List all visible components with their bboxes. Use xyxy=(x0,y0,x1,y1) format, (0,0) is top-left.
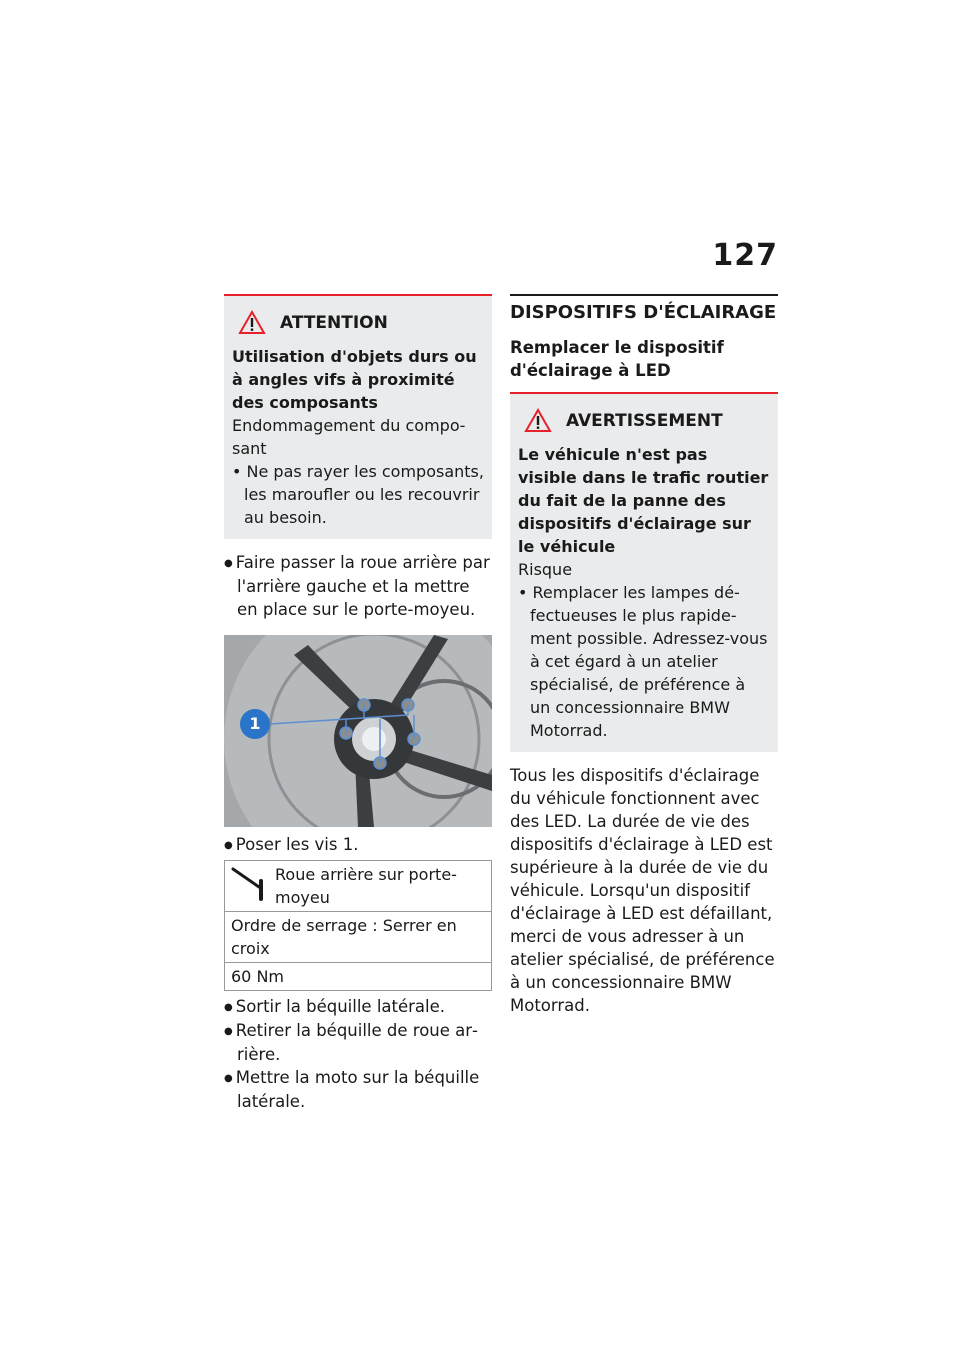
page-number: 127 xyxy=(712,238,778,273)
steps-list-b xyxy=(224,833,492,857)
steps-list-a xyxy=(224,551,492,621)
warning-bullet: • Remplacer les lampes défectueuses le plus rapidement possible. Adressez-vous à cet égard à un atelier spécialisé, de préférence à un concessionnaire BMW Motorrad. xyxy=(518,583,768,740)
spec-title: Roue arrière sur porte-moyeu xyxy=(275,865,457,907)
attention-label: ATTENTION xyxy=(280,312,388,333)
warning-header xyxy=(518,408,770,433)
right-column xyxy=(510,294,778,1017)
step-item: ● Faire passer la roue arrière par l'arrière gauche et la mettre en place sur le porte-moyeu. xyxy=(224,551,492,621)
section-subtitle: Remplacer le dispositif d'éclairage à LED xyxy=(510,338,724,380)
step-item: ● Retirer la béquille de roue arrière. xyxy=(224,1019,492,1066)
warning-box xyxy=(510,392,778,752)
attention-title: Utilisation d'objets durs ou à angles vifs à proximité des composants xyxy=(232,347,477,412)
attention-bullet: • Ne pas rayer les composants, les maroufler ou les recouvrir au besoin. xyxy=(232,462,484,527)
warning-triangle-icon xyxy=(524,408,552,433)
attention-header xyxy=(232,310,484,335)
attention-box xyxy=(224,294,492,539)
body-paragraph: Tous les dispositifs d'éclairage du véhicule fonctionnent avec des LED. La durée de vie des dispositifs d'éclairage à LED est supérieure à la durée de vie du véhicule. Lorsqu'un dispositif d'éclairage à LED est défaillant, merci de vous adresser à un atelier spécialisé, de préférence à un concessionnaire BMW Motorrad. xyxy=(510,766,775,1015)
spec-header-row xyxy=(225,861,491,911)
warning-label: AVERTISSEMENT xyxy=(566,410,723,431)
torque-wrench-icon xyxy=(231,863,267,903)
steps-list-c xyxy=(224,995,492,1113)
spec-order-row: Ordre de serrage : Serrer en croix xyxy=(225,911,491,962)
torque-spec-table xyxy=(224,860,492,991)
left-column xyxy=(224,294,492,1113)
step-item: ● Poser les vis 1. xyxy=(224,833,492,857)
step-item: ● Sortir la béquille latérale. xyxy=(224,995,492,1019)
warning-risk: Risque xyxy=(518,560,573,579)
warning-title: Le véhicule n'est pas visible dans le trafic routier du fait de la panne des dispositifs d'éclairage sur le véhicule xyxy=(518,445,769,556)
callout-marker: 1 xyxy=(240,709,270,739)
wheel-hub-figure xyxy=(224,635,492,827)
step-item: ● Mettre la moto sur la béquille latérale. xyxy=(224,1066,492,1113)
spec-torque-row: 60 Nm xyxy=(225,962,491,990)
warning-triangle-icon xyxy=(238,310,266,335)
section-title: DISPOSITIFS D'ÉCLAIRAGE xyxy=(510,294,778,326)
attention-risk: Endommagement du composant xyxy=(232,416,466,458)
